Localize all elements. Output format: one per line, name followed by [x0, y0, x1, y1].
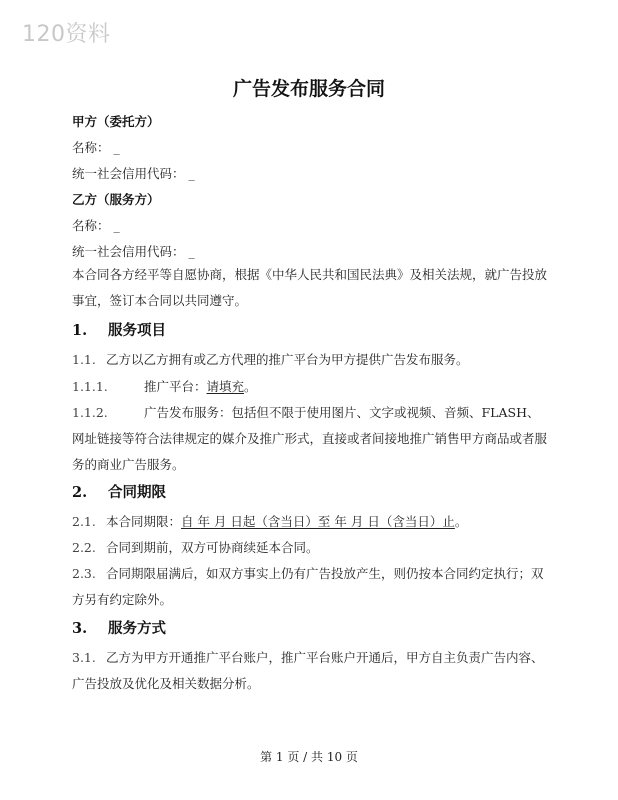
- clause-text: 乙方以乙方拥有或乙方代理的推广平台为甲方提供广告发布服务。: [106, 352, 469, 367]
- clause-2-1: [72, 509, 550, 535]
- clause-number: 2.3.: [72, 566, 96, 581]
- clause-2-2: [72, 535, 550, 561]
- document-title: 广告发布服务合同: [232, 78, 385, 100]
- clause-text: 合同期限届满后，如双方事实上仍有广告投放产生，则仍按本合同约定执行；双方另有约定除外。: [72, 566, 544, 607]
- clause-number: 1.1.1.: [72, 379, 108, 394]
- section-3-heading: [72, 620, 166, 638]
- section-title: 服务项目: [108, 322, 166, 339]
- party-b-name-value[interactable]: _: [113, 218, 120, 233]
- section-2-heading: [72, 484, 166, 502]
- section-title: 服务方式: [108, 620, 166, 637]
- clause-number: 2.1.: [72, 514, 96, 529]
- party-a-heading: 甲方（委托方）: [72, 114, 160, 129]
- party-b-code-row: [72, 243, 195, 261]
- party-b-heading: 乙方（服务方）: [72, 192, 160, 207]
- party-a-name-value[interactable]: _: [113, 140, 120, 155]
- party-b-code-label: 统一社会信用代码：: [72, 244, 185, 259]
- clause-2-3: [72, 561, 550, 613]
- watermark: 120资料: [22, 22, 111, 47]
- party-a-name-row: [72, 139, 120, 157]
- clause-end: 。: [244, 379, 257, 394]
- clause-1-1-2: [72, 400, 550, 478]
- clause-number: 2.2.: [72, 540, 96, 555]
- party-a-name-label: 名称：: [72, 140, 110, 155]
- section-number: 2.: [72, 484, 88, 501]
- party-b-name-label: 名称：: [72, 218, 110, 233]
- party-a-code-label: 统一社会信用代码：: [72, 166, 185, 181]
- clause-number: 3.1.: [72, 650, 96, 665]
- clause-number: 1.1.2.: [72, 405, 108, 420]
- party-a-code-value[interactable]: _: [188, 166, 195, 181]
- clause-label: 推广平台：: [144, 379, 207, 394]
- party-b-name-row: [72, 217, 120, 235]
- clause-1-1: [72, 347, 550, 373]
- clause-text: 广告发布服务：包括但不限于使用图片、文字或视频、音频、FLASH、网址链接等符合法律规定的媒介及推广形式，直接或者间接地推广销售甲方商品或者服务的商业广告服务。: [72, 405, 548, 472]
- clause-3-1: [72, 645, 550, 697]
- page-footer: 第 1 页 / 共 10 页: [260, 750, 358, 764]
- section-number: 3.: [72, 620, 88, 637]
- clause-number: 1.1.: [72, 352, 96, 367]
- clause-text: 合同到期前，双方可协商续延本合同。: [106, 540, 319, 555]
- section-number: 1.: [72, 322, 88, 339]
- party-a-code-row: [72, 165, 195, 183]
- clause-label: 本合同期限：: [106, 514, 182, 529]
- intro-paragraph: 本合同各方经平等自愿协商，根据《中华人民共和国民法典》及相关法规，就广告投放事宜，签订本合同以共同遵守。: [72, 267, 548, 308]
- clause-end: 。: [454, 514, 468, 529]
- party-b-code-value[interactable]: _: [188, 244, 195, 259]
- platform-fill-field[interactable]: 请填充: [206, 379, 245, 394]
- section-1-heading: [72, 322, 166, 340]
- term-fill-field[interactable]: 自 年 月 日起（含当日）至 年 月 日（含当日）止: [181, 514, 455, 529]
- section-title: 合同期限: [108, 484, 166, 501]
- clause-text: 乙方为甲方开通推广平台账户，推广平台账户开通后，甲方自主负责广告内容、广告投放及优化及相关数据分析。: [72, 650, 544, 691]
- clause-1-1-1: [72, 374, 550, 400]
